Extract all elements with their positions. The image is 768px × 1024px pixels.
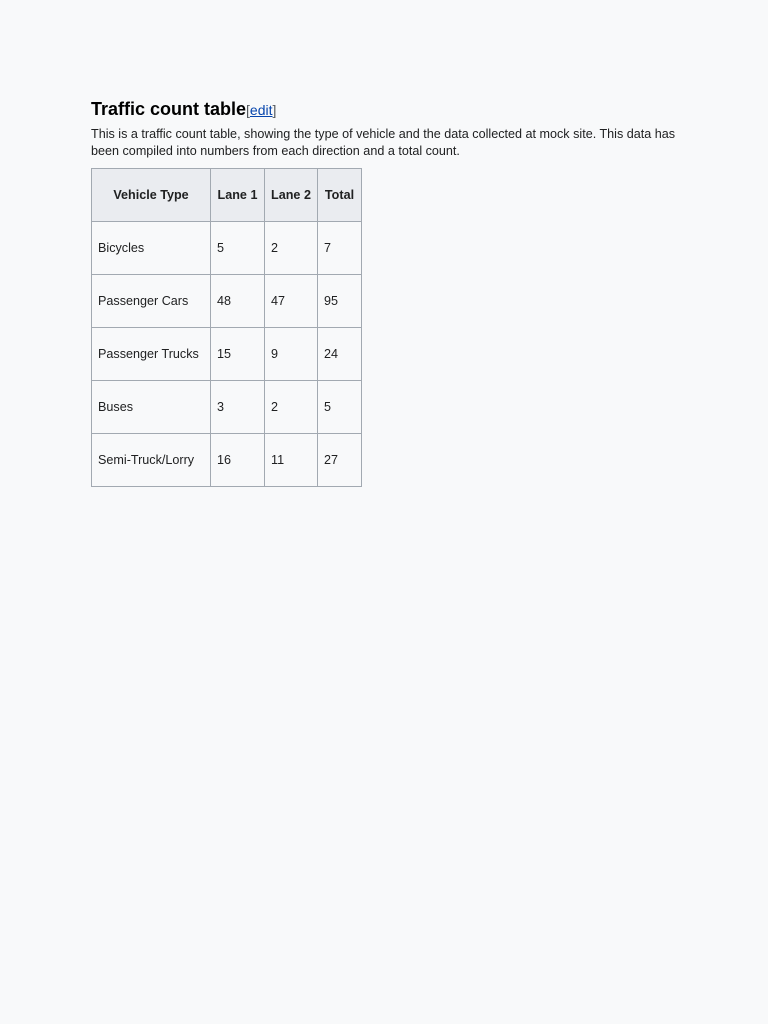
cell-lane-1: 16 [211, 434, 265, 487]
table-row [92, 275, 362, 328]
column-header-lane-1: Lane 1 [211, 169, 265, 222]
cell-lane-2: 2 [265, 381, 318, 434]
table-row [92, 381, 362, 434]
cell-lane-2: 9 [265, 328, 318, 381]
cell-total: 24 [318, 328, 362, 381]
column-header-lane-2: Lane 2 [265, 169, 318, 222]
cell-total: 27 [318, 434, 362, 487]
cell-vehicle-type: Bicycles [92, 222, 211, 275]
section-description: This is a traffic count table, showing the type of vehicle and the data collected at mock site. This data has been compiled into numbers from each direction and a total count. [91, 127, 676, 158]
edit-section [246, 102, 276, 118]
column-header-total: Total [318, 169, 362, 222]
table-row [92, 222, 362, 275]
cell-lane-2: 11 [265, 434, 318, 487]
cell-vehicle-type: Buses [92, 381, 211, 434]
section-heading [91, 96, 691, 123]
column-header-vehicle-type: Vehicle Type [92, 169, 211, 222]
table-row [92, 434, 362, 487]
cell-lane-2: 2 [265, 222, 318, 275]
cell-total: 95 [318, 275, 362, 328]
edit-bracket-open: [ [246, 102, 250, 118]
cell-lane-2: 47 [265, 275, 318, 328]
table-header-row [92, 169, 362, 222]
cell-total: 5 [318, 381, 362, 434]
edit-link[interactable]: edit [249, 102, 273, 118]
table-row [92, 328, 362, 381]
cell-vehicle-type: Passenger Cars [92, 275, 211, 328]
cell-lane-1: 3 [211, 381, 265, 434]
cell-vehicle-type: Passenger Trucks [92, 328, 211, 381]
cell-lane-1: 5 [211, 222, 265, 275]
section-title: Traffic count table [91, 99, 247, 119]
edit-bracket-close: ] [272, 102, 277, 118]
cell-lane-1: 15 [211, 328, 265, 381]
cell-lane-1: 48 [211, 275, 265, 328]
cell-total: 7 [318, 222, 362, 275]
traffic-count-table [91, 168, 362, 487]
article-content [91, 96, 691, 487]
cell-vehicle-type: Semi-Truck/Lorry [92, 434, 211, 487]
